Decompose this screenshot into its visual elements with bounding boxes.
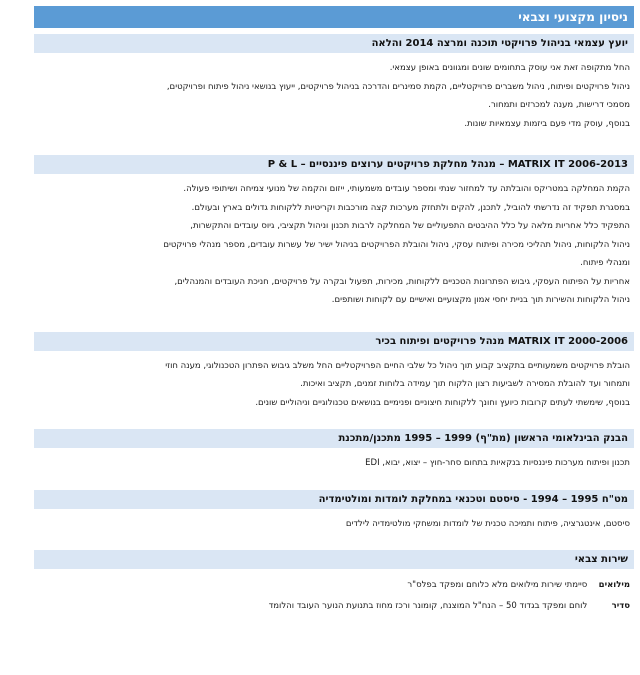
- section-header-matach: מט"ח 1995 – 1994 - סיסטם וטכנאי במחלקת לומדות ומולטימדיה: [34, 490, 634, 509]
- military-label: סדיר: [611, 601, 630, 611]
- military-label: מילואים: [598, 580, 630, 590]
- section-line: התפקיד כלל אחריות מלאה על כלל ההיבטים התפעוליים של המחלקה לרבות תכנון וניהול תקציבי, גיוס עובדים והתקשרות,: [190, 221, 630, 231]
- section-header-military: שירות צבאי: [34, 550, 634, 569]
- military-row-reserve: [34, 575, 634, 596]
- section-line: ומנהלי פיתוח.: [580, 258, 630, 268]
- section-line: בנוסף, שימשתי לעתים קרובות כיועץ וחונך ללקוחות חיצוניים ופנימיים בנושאים טכנולוגיים וניהוליים שונים.: [255, 397, 630, 408]
- section-header-consultant: יועץ עצמאי בניהול פרויקטי תוכנה ומרצה 2014 והלאה: [34, 34, 634, 53]
- section-line: סיסטם, אינטגרציה, פיתוח ותמיכה טכנית של לומדות ומשחקי מולטימדיה לילדים: [345, 518, 630, 529]
- section-line: הקמת המחלקה במטריקס והובלתה עד למחזור שנתי ומספר עובדים משמעותי, ייזום והקמה של מנועי צמיחה ושיתופי פעולה.: [183, 184, 630, 194]
- section-header-bank: הבנק הבינלאומי הראשון (מת"ף) 1999 – 1995 מתכנן/מתכנת: [34, 429, 634, 448]
- resume-page: [34, 6, 634, 617]
- military-text: סיימתי שירות מילואים מלא כלוחם ומפקד בפלס"ר: [407, 580, 588, 590]
- military-row-regular: [34, 596, 634, 617]
- section-line: במסגרת תפקיד זה נדרשתי להוביל, לתכנן, להקים ולתחזק מערכות קצה מורכבות וקריטיות ללקוחות גדולים בארץ ובעולם.: [191, 202, 630, 213]
- section-line: החל מתקופה זאת אני עוסק בתחומים שונים ומגוונים באופן עצמאי.: [389, 63, 630, 73]
- section-header-matrix-senior: MATRIX IT 2000-2006 מנהל פרויקטים ופיתוח בכיר: [34, 332, 634, 351]
- military-text: לוחם ומפקד בגדוד 50 – הנח"ל המוצנח, קומונר ורכז מחוז בתנועת הנוער העובד והלומד: [268, 601, 588, 611]
- section-line: ותמחור ועד להובלת המסירה לשביעות רצון הלקוח תוך עמידה בלוחות זמנים, תקציב ואיכות.: [300, 379, 630, 389]
- section-line: ניהול הלקוחות, ניהול תהליכי מכירה ופיתוח עסקי, ניהול והובלת הפרויקטים בניהול ישיר של עשרות עובדים, מספר מנהלי פרויקטים: [163, 239, 630, 250]
- section-line: תכנון ופיתוח מערכות פיננסיות בנקאיות בתחום סחר-חוץ – יצוא, יבוא, EDI: [365, 458, 630, 468]
- section-header-matrix-manager: MATRIX IT 2006-2013 – מנהל מחלקת פרויקטים ערוצים פיננסיים – P & L: [34, 155, 634, 174]
- section-line: בנוסף, עוסק מדי פעם ביזמות עצמאיות שונות.: [464, 118, 630, 129]
- section-line: ניהול פרויקטים ופיתוח, ניהול משברים פרויקטליים, הקמת סמינרים והדרכה בניהול פרויקטים, ייעוץ בנושאי ניהול פיתוח ופרויקטים,: [166, 81, 630, 92]
- section-line: ניהול הלקוחות והשירות תוך בניית יחסי אמון מקצועיים ואישיים עם לקוחות ושותפים.: [331, 295, 630, 305]
- section-line: הובלת פרויקטים משמעותיים בתקציב קבוע תוך ניהול כל שלבי החיים הפרויקטליים החל משלב גיבוש הפתרון הטכנולוגי, מענה חוזי: [165, 360, 630, 371]
- experience-main-header: ניסיון מקצועי וצבאי: [34, 6, 634, 28]
- section-line: אחריות על הפיתוח העסקי, גיבוש הפתרונות הטכניים ללקוחות, מכירות, תפעול ובקרה על פרויקטים, חניכת העובדים והמנהלים,: [174, 276, 630, 287]
- section-line: מסמכי דרישות, מענה למכרזים ותמחור.: [488, 100, 630, 110]
